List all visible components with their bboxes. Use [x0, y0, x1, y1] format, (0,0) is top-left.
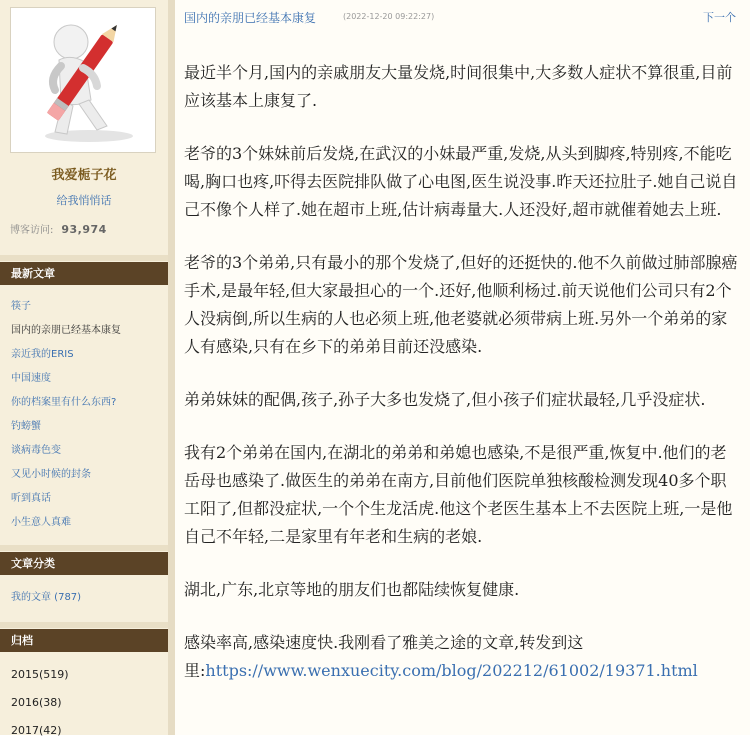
- post-paragraph: 我有2个弟弟在国内,在湖北的弟弟和弟媳也感染,不是很严重,恢复中.他们的老岳母也感染了.做医生的弟弟在南方,目前他们医院单独核酸检测发现40多个职工阳了,但都没症状,一个个生龙活虎.他这个老医生基本上不去医院上班,一是他自己不年轻,二是家里有年老和生病的老娘.: [184, 443, 733, 546]
- post-body: [184, 59, 740, 710]
- post-timestamp: (2022-12-20 09:22:27): [343, 12, 435, 21]
- blog-name: 我爱栀子花: [51, 168, 117, 183]
- archive-list: [11, 661, 69, 745]
- post-paragraph: 弟弟妹妹的配偶,孩子,孙子大多也发烧了,但小孩子们症状最轻,几乎没症状.: [184, 390, 706, 409]
- categories-heading: 文章分类: [0, 552, 168, 575]
- visit-counter: [10, 221, 107, 236]
- recent-post-link[interactable]: 筷子: [11, 301, 31, 312]
- archive-heading: 归档: [0, 629, 168, 652]
- article-link[interactable]: https://www.wenxuecity.com/blog/202212/61002/19371.html: [205, 661, 698, 680]
- post-paragraph: 老爷的3个妹妹前后发烧,在武汉的小妹最严重,发烧,从头到脚疼,特别疼,不能吃喝,胸口也疼,吓得去医院排队做了心电图,医生说没事.昨天还拉肚子.她自己说自己不像个人样了.她在超市上班,估计病毒量大.人还没好,超市就催着她去上班.: [184, 144, 738, 219]
- recent-post-link[interactable]: 钓螃蟹: [11, 421, 41, 432]
- category-link[interactable]: 我的文章 (787): [11, 592, 82, 603]
- post-paragraph: 最近半个月,国内的亲戚朋友大量发烧,时间很集中,大多数人症状不算很重,目前应该基本上康复了.: [184, 63, 733, 110]
- divider: [0, 622, 168, 628]
- recent-post-link[interactable]: 亲近我的ERIS: [11, 349, 74, 360]
- private-message-link[interactable]: 给我悄悄话: [56, 194, 112, 207]
- archive-link[interactable]: 2015(519): [11, 668, 69, 681]
- column-divider: [168, 0, 175, 735]
- recent-post-link[interactable]: 你的档案里有什么东西?: [11, 397, 117, 408]
- avatar[interactable]: [10, 7, 156, 153]
- divider: [0, 545, 168, 551]
- post-paragraph: 老爷的3个弟弟,只有最小的那个发烧了,但好的还挺快的.他不久前做过肺部腺癌手术,是最年轻,但大家最担心的一个.还好,他顺利杨过.前天说他们公司只有2个人没病倒,所以生病的人也必须上班,他老婆就必须带病上班.另外一个弟弟的家人有感染,只有在乡下的弟弟目前还没感染.: [184, 253, 738, 356]
- visits-label: 博客访问:: [10, 225, 54, 236]
- archive-link[interactable]: 2016(38): [11, 696, 62, 709]
- sidebar: [0, 0, 168, 735]
- post-area: [175, 0, 750, 735]
- post-paragraph-last: [184, 629, 740, 685]
- post-title[interactable]: 国内的亲朋已经基本康复: [184, 11, 317, 25]
- visits-count: 93,974: [61, 223, 107, 236]
- post-paragraph: 湖北,广东,北京等地的朋友们也都陆续恢复健康.: [184, 580, 520, 599]
- categories-list: [11, 586, 81, 610]
- figure-with-pencil-icon: [11, 8, 156, 153]
- recent-post-link[interactable]: 听到真话: [11, 493, 51, 504]
- recent-post-link[interactable]: 小生意人真难: [11, 517, 71, 528]
- post-paragraph-text: 感染率高,感染速度快.我刚看了雅美之途的文章,转发到这里:: [184, 633, 584, 680]
- next-post-link[interactable]: 下一个: [703, 11, 736, 24]
- recent-post-link[interactable]: 又见小时候的封条: [11, 469, 91, 480]
- recent-post-link[interactable]: 谈病毒色变: [11, 445, 61, 456]
- recent-posts-list: [11, 295, 121, 535]
- recent-posts-heading: 最新文章: [0, 262, 168, 285]
- archive-link[interactable]: 2017(42): [11, 724, 62, 737]
- recent-post-link[interactable]: 国内的亲朋已经基本康复: [11, 325, 121, 336]
- recent-post-link[interactable]: 中国速度: [11, 373, 51, 384]
- divider: [0, 255, 168, 261]
